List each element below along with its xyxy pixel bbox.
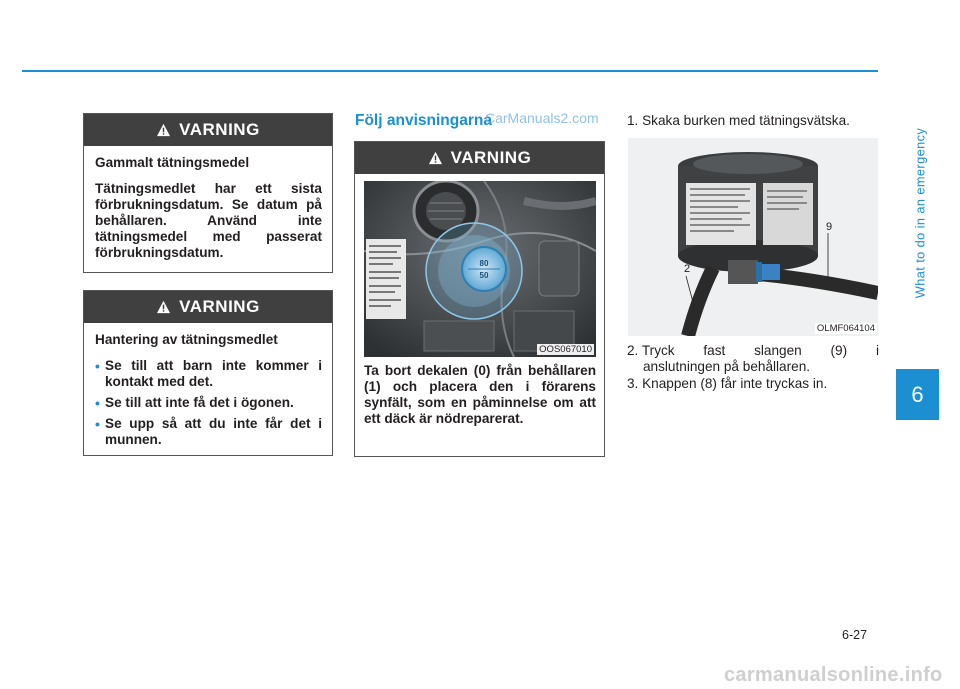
warning-triangle-icon <box>156 123 171 137</box>
warning-box-handling <box>83 290 333 456</box>
bullet-icon: • <box>95 395 100 411</box>
figure-code: OOS067010 <box>539 344 592 355</box>
warning-header <box>355 142 604 174</box>
warning-label: VARNING <box>179 297 260 316</box>
sealant-container-illustration <box>628 138 878 336</box>
watermark-text: CarManuals2.com <box>485 110 599 126</box>
dashboard-sticker-figure <box>364 181 596 357</box>
chapter-tab[interactable]: 6 <box>896 369 939 420</box>
bullet-item: • Se upp så att du inte får det i munnen. <box>95 416 322 447</box>
figure-caption: Ta bort dekalen (0) från behållaren (1) och placera den i förarens synfält, som en påminnelse om att ett däck är nödreparerat. <box>364 363 596 426</box>
bullet-icon: • <box>95 416 100 432</box>
site-watermark: carmanualsonline.info <box>724 664 943 686</box>
header-rule <box>22 70 878 72</box>
warning-title: Gammalt tätningsmedel <box>95 155 250 170</box>
bullet-item: • Se till att barn inte kommer i kontakt med det. <box>95 358 322 389</box>
step-1: 1. Skaka burken med tätningsvätska. <box>627 113 850 128</box>
warning-triangle-icon <box>156 300 171 314</box>
warning-box-old-sealant <box>83 113 333 273</box>
callout-2: 2 <box>684 263 691 275</box>
step-2: 2. Tryck fast slangen (9) i anslutningen på behållaren. <box>627 343 879 374</box>
chapter-title-vertical: What to do in an emergency <box>912 127 928 299</box>
warning-header <box>84 114 332 146</box>
warning-label: VARNING <box>450 148 532 167</box>
warning-title: Hantering av tätningsmedlet <box>95 332 278 347</box>
step-3: 3. Knappen (8) får inte tryckas in. <box>627 376 828 391</box>
dashboard-illustration <box>364 181 596 357</box>
warning-header <box>84 291 332 323</box>
sealant-container-figure <box>628 138 878 336</box>
callout-9: 9 <box>826 221 833 233</box>
warning-triangle-icon <box>428 151 443 165</box>
warning-label: VARNING <box>179 120 260 139</box>
figure-code: OLMF064104 <box>816 323 875 334</box>
dial-top-value: 80 <box>479 259 489 268</box>
page-number: 6-27 <box>842 628 868 642</box>
section-heading: Följ anvisningarna <box>355 112 492 129</box>
bullet-item: • Se till att inte få det i ögonen. <box>95 395 294 411</box>
bullet-icon: • <box>95 358 100 374</box>
warning-text: Tätningsmedlet har ett sista förbrukningsdatum. Se datum på behållaren. Använd inte tätningsmedel med passerat förbrukningsdatum. <box>95 181 322 260</box>
dial-bottom-value: 50 <box>479 271 489 280</box>
